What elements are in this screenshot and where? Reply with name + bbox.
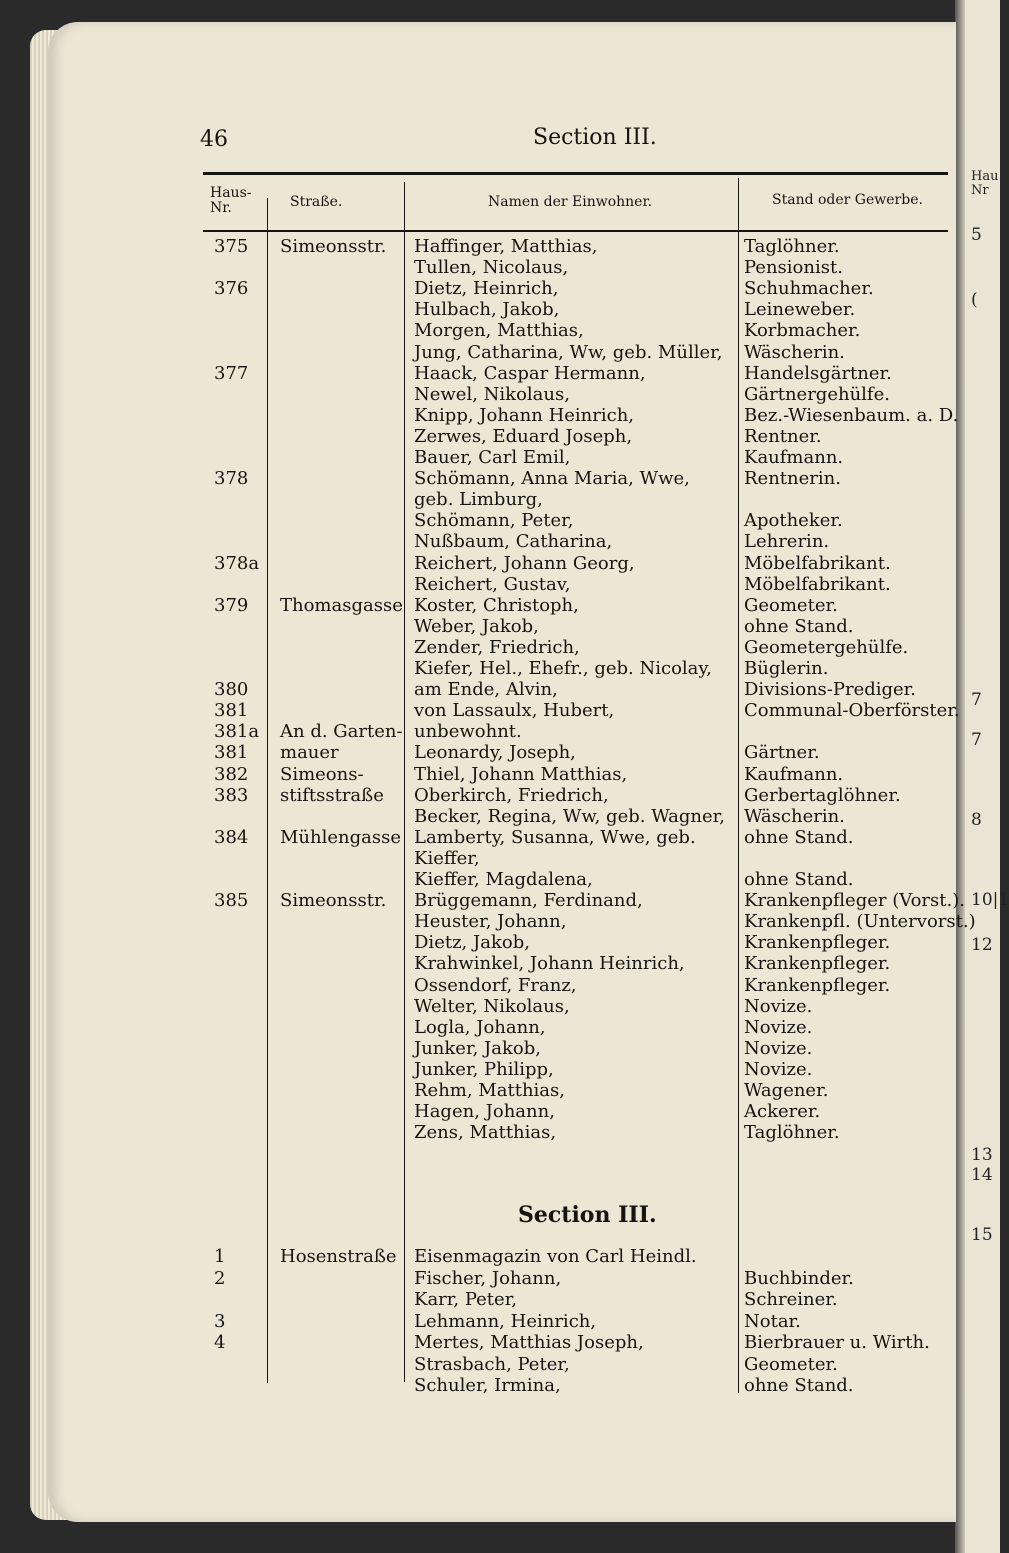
occupation: Wagener. <box>744 1080 829 1101</box>
resident-row <box>48 911 976 933</box>
house-number: 381 <box>214 700 249 722</box>
section-heading: Section III. <box>518 1202 657 1228</box>
page-title: Section III. <box>533 125 657 150</box>
resident-row <box>48 700 960 722</box>
resident-name: Eisenmagazin von Carl Heindl. <box>414 1246 697 1267</box>
resident-name: Bauer, Carl Emil, <box>414 447 571 468</box>
resident-row <box>48 468 948 490</box>
house-number: 4 <box>214 1332 226 1353</box>
occupation: Schreiner. <box>744 1289 838 1310</box>
resident-row <box>48 1122 948 1144</box>
page-number: 46 <box>200 127 228 152</box>
resident-name: Hulbach, Jakob, <box>414 299 560 321</box>
resident-row <box>48 1038 948 1060</box>
occupation: Divisions-Prediger. <box>744 679 917 701</box>
resident-name: Junker, Jakob, <box>414 1037 541 1059</box>
resident-name: Knipp, Johann Heinrich, <box>414 404 635 426</box>
resident-name: Dietz, Jakob, <box>414 932 530 954</box>
resident-name: von Lassaulx, Hubert, <box>414 700 615 722</box>
facing-page-fragment: 12 <box>971 935 993 955</box>
top-rule <box>203 172 948 175</box>
occupation: Krankenpfleger (Vorst.). <box>744 890 965 912</box>
resident-name: Koster, Christoph, <box>414 594 579 616</box>
facing-page-fragment: 7 <box>971 690 982 710</box>
street: Mühlengasse <box>280 826 401 848</box>
resident-row <box>48 932 948 954</box>
resident-name: Haack, Caspar Hermann, <box>414 362 646 384</box>
occupation: Taglöhner. <box>744 236 840 257</box>
facing-page-fragment: ( <box>971 290 978 310</box>
resident-name: Karr, Peter, <box>414 1289 518 1310</box>
header-street: Straße. <box>290 194 343 210</box>
header-occupation: Stand oder Gewerbe. <box>772 192 923 208</box>
facing-page-header-line: Nr <box>971 183 989 198</box>
occupation: ohne Stand. <box>744 826 854 848</box>
occupation: Büglerin. <box>744 658 829 679</box>
resident-name: Thiel, Johann Matthias, <box>414 763 628 785</box>
resident-row <box>48 806 948 828</box>
facing-page-fragment: 13 <box>971 1145 993 1165</box>
street: Thomasgasse <box>280 594 403 616</box>
occupation: Communal-Oberförster. <box>744 700 960 722</box>
resident-row <box>48 890 965 912</box>
occupation: Lehrerin. <box>744 531 830 553</box>
resident-name: Schuler, Irmina, <box>414 1375 561 1396</box>
resident-name: Schömann, Anna Maria, Wwe, <box>414 468 690 490</box>
facing-page-fragment: 5 <box>971 225 982 245</box>
resident-row <box>48 510 948 532</box>
resident-row <box>48 257 948 279</box>
house-number: 379 <box>214 594 249 616</box>
resident-name: Haffinger, Matthias, <box>414 236 598 257</box>
occupation: Ackerer. <box>744 1101 821 1123</box>
occupation: Gerbertaglöhner. <box>744 784 901 806</box>
resident-name: Welter, Nikolaus, <box>414 995 570 1017</box>
section2-resident-row <box>48 1375 948 1397</box>
occupation: Korbmacher. <box>744 320 861 342</box>
occupation: Pensionist. <box>744 257 843 279</box>
house-number: 377 <box>214 362 249 384</box>
resident-name: Tullen, Nicolaus, <box>414 257 569 279</box>
facing-page-fragment: 15 <box>971 1225 993 1245</box>
occupation: Buchbinder. <box>744 1267 854 1289</box>
resident-name: Newel, Nikolaus, <box>414 383 570 405</box>
occupation: Leineweber. <box>744 299 856 321</box>
header-house-number <box>210 186 252 216</box>
resident-name: Zerwes, Eduard Joseph, <box>414 425 633 447</box>
resident-name: Dietz, Heinrich, <box>414 278 559 300</box>
resident-name: Zens, Matthias, <box>414 1122 557 1144</box>
resident-row <box>48 404 959 427</box>
resident-name: Morgen, Matthias, <box>414 320 584 342</box>
occupation: Geometergehülfe. <box>744 636 909 658</box>
resident-row <box>48 742 948 764</box>
resident-name: Schömann, Peter, <box>414 510 574 532</box>
resident-row <box>48 1101 948 1123</box>
occupation: ohne Stand. <box>744 1375 854 1396</box>
resident-name: Reichert, Gustav, <box>414 573 571 595</box>
resident-name: Weber, Jakob, <box>414 615 539 637</box>
resident-row <box>48 574 948 596</box>
resident-name: Kieffer, Magdalena, <box>414 869 593 890</box>
occupation: Möbelfabrikant. <box>744 573 891 595</box>
resident-row <box>48 975 948 997</box>
occupation: Möbelfabrikant. <box>744 552 891 574</box>
resident-name: Krahwinkel, Johann Heinrich, <box>414 953 685 975</box>
facing-page-fragment: 7 <box>971 730 982 750</box>
occupation: Geometer. <box>744 1353 838 1375</box>
resident-row <box>48 278 948 300</box>
house-number: 3 <box>214 1310 226 1332</box>
street: mauer <box>280 742 339 764</box>
resident-name: Heuster, Johann, <box>414 911 567 933</box>
occupation: Kaufmann. <box>744 447 844 468</box>
occupation: ohne Stand. <box>744 615 854 637</box>
resident-name: Mertes, Matthias Joseph, <box>414 1332 644 1353</box>
resident-row <box>48 616 948 638</box>
resident-row <box>48 658 948 680</box>
resident-row <box>48 848 948 870</box>
resident-name: Jung, Catharina, Ww, geb. Müller, <box>414 341 723 363</box>
house-number: 1 <box>214 1246 226 1267</box>
house-number: 378a <box>214 552 260 574</box>
resident-name: Fischer, Johann, <box>414 1267 562 1289</box>
house-number: 382 <box>214 763 249 785</box>
resident-row <box>48 384 948 406</box>
facing-page-header <box>971 170 998 198</box>
header-house-number-line1: Haus- <box>210 185 252 201</box>
resident-row <box>48 764 948 786</box>
resident-name: Kiefer, Hel., Ehefr., geb. Nicolay, <box>414 658 712 679</box>
occupation: Taglöhner. <box>744 1122 840 1144</box>
facing-page-fragment: 10|1 <box>971 890 1009 910</box>
section2-resident-row <box>48 1246 948 1268</box>
occupation: Novize. <box>744 1016 813 1038</box>
resident-row <box>48 426 948 448</box>
occupation: Novize. <box>744 1058 813 1080</box>
resident-row <box>48 953 948 975</box>
occupation: Handelsgärtner. <box>744 362 892 384</box>
section2-resident-row <box>48 1289 948 1311</box>
resident-name: Lehmann, Heinrich, <box>414 1310 597 1332</box>
house-number: 376 <box>214 278 249 300</box>
resident-row <box>48 363 948 385</box>
resident-row <box>48 827 948 849</box>
occupation: Schuhmacher. <box>744 278 874 300</box>
resident-name: Strasbach, Peter, <box>414 1353 570 1375</box>
document-page <box>48 22 976 1522</box>
section2-resident-row <box>48 1332 948 1354</box>
street: Simeonsstr. <box>280 236 387 257</box>
resident-name: Ossendorf, Franz, <box>414 974 577 996</box>
resident-row <box>48 489 948 511</box>
resident-row <box>48 1017 948 1039</box>
section2-resident-row <box>48 1268 948 1290</box>
resident-row <box>48 679 948 701</box>
resident-name: Rehm, Matthias, <box>414 1080 565 1101</box>
house-number: 383 <box>214 784 249 806</box>
resident-row <box>48 342 948 364</box>
resident-name: Brüggemann, Ferdinand, <box>414 890 643 912</box>
occupation: Rentnerin. <box>744 468 841 490</box>
header-house-number-line2: Nr. <box>210 200 232 216</box>
resident-row <box>48 595 948 617</box>
resident-name: Reichert, Johann Georg, <box>414 552 635 574</box>
resident-name: Oberkirch, Friedrich, <box>414 784 609 806</box>
resident-row <box>48 785 948 807</box>
occupation: Novize. <box>744 995 813 1017</box>
street: Simeonsstr. <box>280 890 387 912</box>
resident-name: am Ende, Alvin, <box>414 679 558 701</box>
house-number: 375 <box>214 236 249 257</box>
resident-name: Nußbaum, Catharina, <box>414 531 613 553</box>
occupation: Novize. <box>744 1037 813 1059</box>
resident-row <box>48 996 948 1018</box>
occupation: Kaufmann. <box>744 763 844 785</box>
resident-row <box>48 531 948 553</box>
facing-page-fragment: 14 <box>971 1165 993 1185</box>
resident-row <box>48 1059 948 1081</box>
occupation: Bez.-Wiesenbaum. a. D. <box>744 404 959 426</box>
header-rule <box>203 230 948 232</box>
resident-name: Logla, Johann, <box>414 1016 546 1038</box>
section2-resident-row <box>48 1354 948 1376</box>
resident-name: Becker, Regina, Ww, geb. Wagner, <box>414 805 725 827</box>
book-gutter <box>955 0 965 1553</box>
house-number: 380 <box>214 679 249 701</box>
resident-row <box>48 721 948 743</box>
resident-name: Leonardy, Joseph, <box>414 742 576 764</box>
resident-row <box>48 447 948 469</box>
street: Hosenstraße <box>280 1246 397 1267</box>
street: An d. Garten- <box>280 721 403 743</box>
resident-name: unbewohnt. <box>414 721 522 743</box>
house-number: 381 <box>214 742 249 764</box>
resident-row <box>48 869 948 891</box>
header-residents: Namen der Einwohner. <box>488 194 653 210</box>
occupation: Bierbrauer u. Wirth. <box>744 1332 930 1353</box>
occupation: Apotheker. <box>744 510 843 532</box>
resident-row <box>48 1080 948 1102</box>
resident-name: Hagen, Johann, <box>414 1101 555 1123</box>
occupation: Wäscherin. <box>744 341 845 363</box>
occupation: ohne Stand. <box>744 869 854 890</box>
occupation: Rentner. <box>744 425 822 447</box>
resident-name: Kieffer, <box>414 847 480 869</box>
resident-row <box>48 299 948 321</box>
house-number: 384 <box>214 826 249 848</box>
resident-row <box>48 553 948 575</box>
resident-name: Lamberty, Susanna, Wwe, geb. <box>414 826 696 848</box>
occupation: Krankenpfleger. <box>744 932 891 954</box>
house-number: 378 <box>214 468 249 490</box>
occupation: Krankenpfleger. <box>744 953 891 975</box>
resident-row <box>48 637 948 659</box>
house-number: 385 <box>214 890 249 912</box>
house-number: 2 <box>214 1267 226 1289</box>
resident-row <box>48 236 948 258</box>
resident-name: Junker, Philipp, <box>414 1058 554 1080</box>
facing-page <box>955 0 1009 1553</box>
occupation: Gärtner. <box>744 742 820 764</box>
occupation: Gärtnergehülfe. <box>744 383 890 405</box>
occupation: Notar. <box>744 1310 801 1332</box>
occupation: Krankenpfleger. <box>744 974 891 996</box>
resident-row <box>48 320 948 342</box>
street: stiftsstraße <box>280 784 384 806</box>
resident-name: Zender, Friedrich, <box>414 636 580 658</box>
occupation: Krankenpfl. (Untervorst.) <box>744 911 976 933</box>
facing-page-header-line: Hau <box>971 169 999 184</box>
occupation: Geometer. <box>744 594 838 616</box>
section2-resident-row <box>48 1311 948 1333</box>
occupation: Wäscherin. <box>744 805 845 827</box>
facing-page-fragment: 8 <box>971 810 982 830</box>
house-number: 381a <box>214 721 260 743</box>
resident-name: geb. Limburg, <box>414 489 543 511</box>
street: Simeons- <box>280 763 364 785</box>
